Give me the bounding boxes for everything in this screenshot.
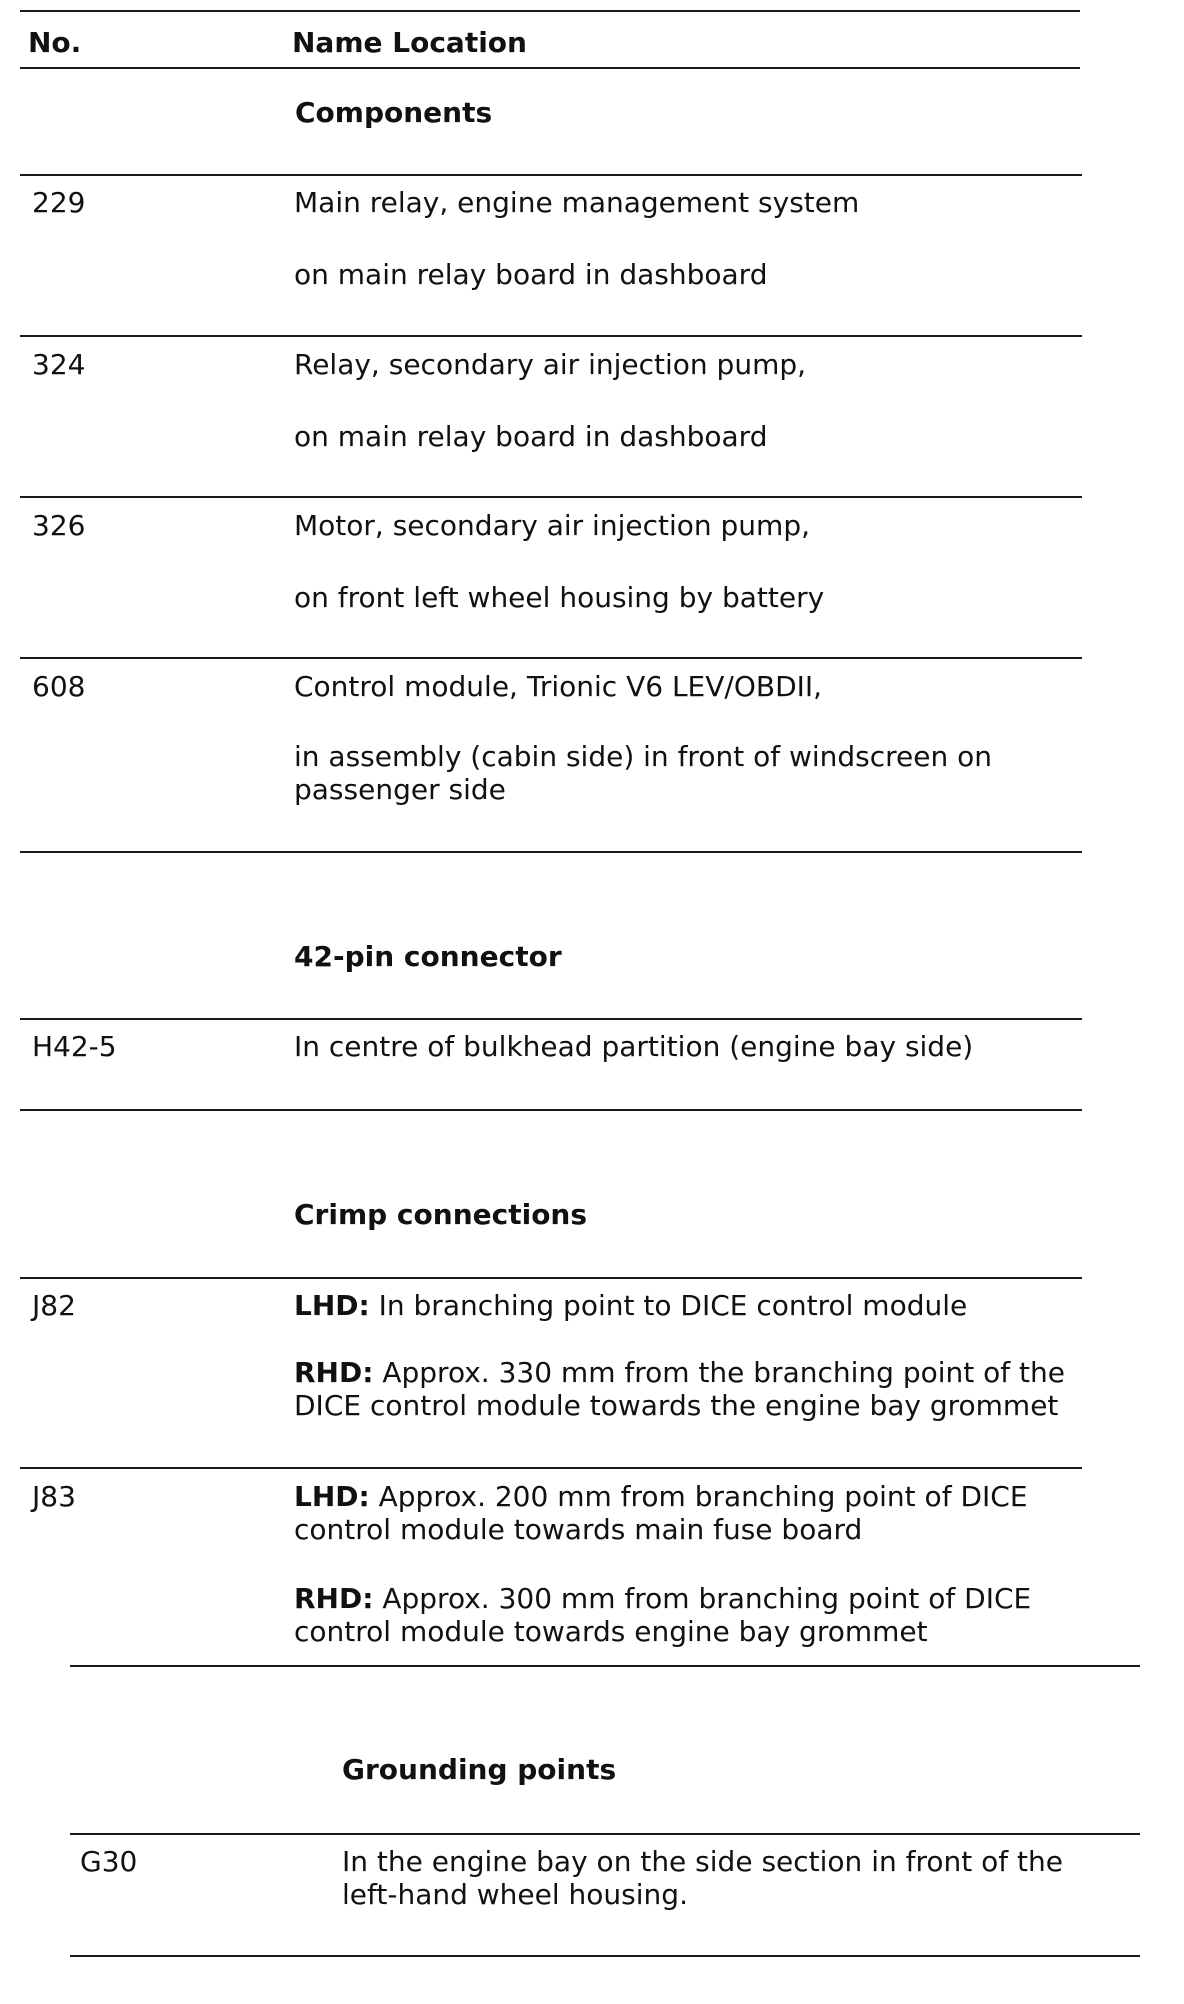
component-location: on front left wheel housing by battery (294, 581, 825, 614)
lhd-text: In branching point to DICE control module (378, 1289, 968, 1322)
section-title-crimp-connections: Crimp connections (294, 1198, 588, 1231)
lhd-note (294, 1289, 1074, 1322)
component-name: Motor, secondary air injection pump, (294, 509, 810, 542)
rhd-note (294, 1582, 1074, 1648)
component-location: on main relay board in dashboard (294, 258, 768, 291)
row-divider (70, 1665, 1140, 1667)
row-divider (20, 1109, 1082, 1111)
row-number: H42-5 (32, 1030, 117, 1063)
row-number: J82 (32, 1289, 76, 1322)
rhd-label: RHD: (294, 1356, 374, 1389)
header-bottom-rule (20, 67, 1080, 69)
row-divider (20, 1277, 1082, 1279)
section-title-components: Components (295, 96, 493, 129)
rhd-label: RHD: (294, 1582, 374, 1615)
lhd-label: LHD: (294, 1289, 370, 1322)
column-header-no: No. (28, 26, 82, 59)
row-divider (20, 174, 1082, 176)
column-header-name-location: Name Location (292, 26, 527, 59)
rhd-text: Approx. 300 mm from branching point of DICE control module towards engine bay grommet (294, 1582, 1032, 1648)
row-number: 608 (32, 670, 86, 703)
row-divider (70, 1833, 1140, 1835)
lhd-text: Approx. 200 mm from branching point of DICE control module towards main fuse board (294, 1480, 1028, 1546)
row-divider (20, 335, 1082, 337)
row-number: 326 (32, 509, 86, 542)
component-name: Relay, secondary air injection pump, (294, 348, 807, 381)
lhd-note (294, 1480, 1074, 1546)
row-divider (20, 1018, 1082, 1020)
component-location: on main relay board in dashboard (294, 420, 768, 453)
connector-location: In centre of bulkhead partition (engine bay side) (294, 1030, 974, 1063)
row-divider (20, 657, 1082, 659)
lhd-label: LHD: (294, 1480, 370, 1513)
table-top-rule (20, 10, 1080, 12)
row-number: G30 (80, 1845, 138, 1878)
table-bottom-rule (70, 1955, 1140, 1957)
rhd-text: Approx. 330 mm from the branching point of the DICE control module towards the engine bay grommet (294, 1356, 1065, 1422)
section-title-grounding-points: Grounding points (342, 1753, 617, 1786)
component-name: Control module, Trionic V6 LEV/OBDII, (294, 670, 823, 703)
section-title-42-pin-connector: 42-pin connector (294, 940, 562, 973)
grounding-location: In the engine bay on the side section in front of the left-hand wheel housing. (342, 1845, 1063, 1911)
component-location: in assembly (cabin side) in front of windscreen on passenger side (294, 740, 993, 806)
row-divider (20, 851, 1082, 853)
row-divider (20, 496, 1082, 498)
row-number: J83 (32, 1480, 76, 1513)
row-number: 229 (32, 186, 86, 219)
rhd-note (294, 1356, 1074, 1422)
row-number: 324 (32, 348, 86, 381)
row-divider (20, 1467, 1082, 1469)
component-name: Main relay, engine management system (294, 186, 860, 219)
